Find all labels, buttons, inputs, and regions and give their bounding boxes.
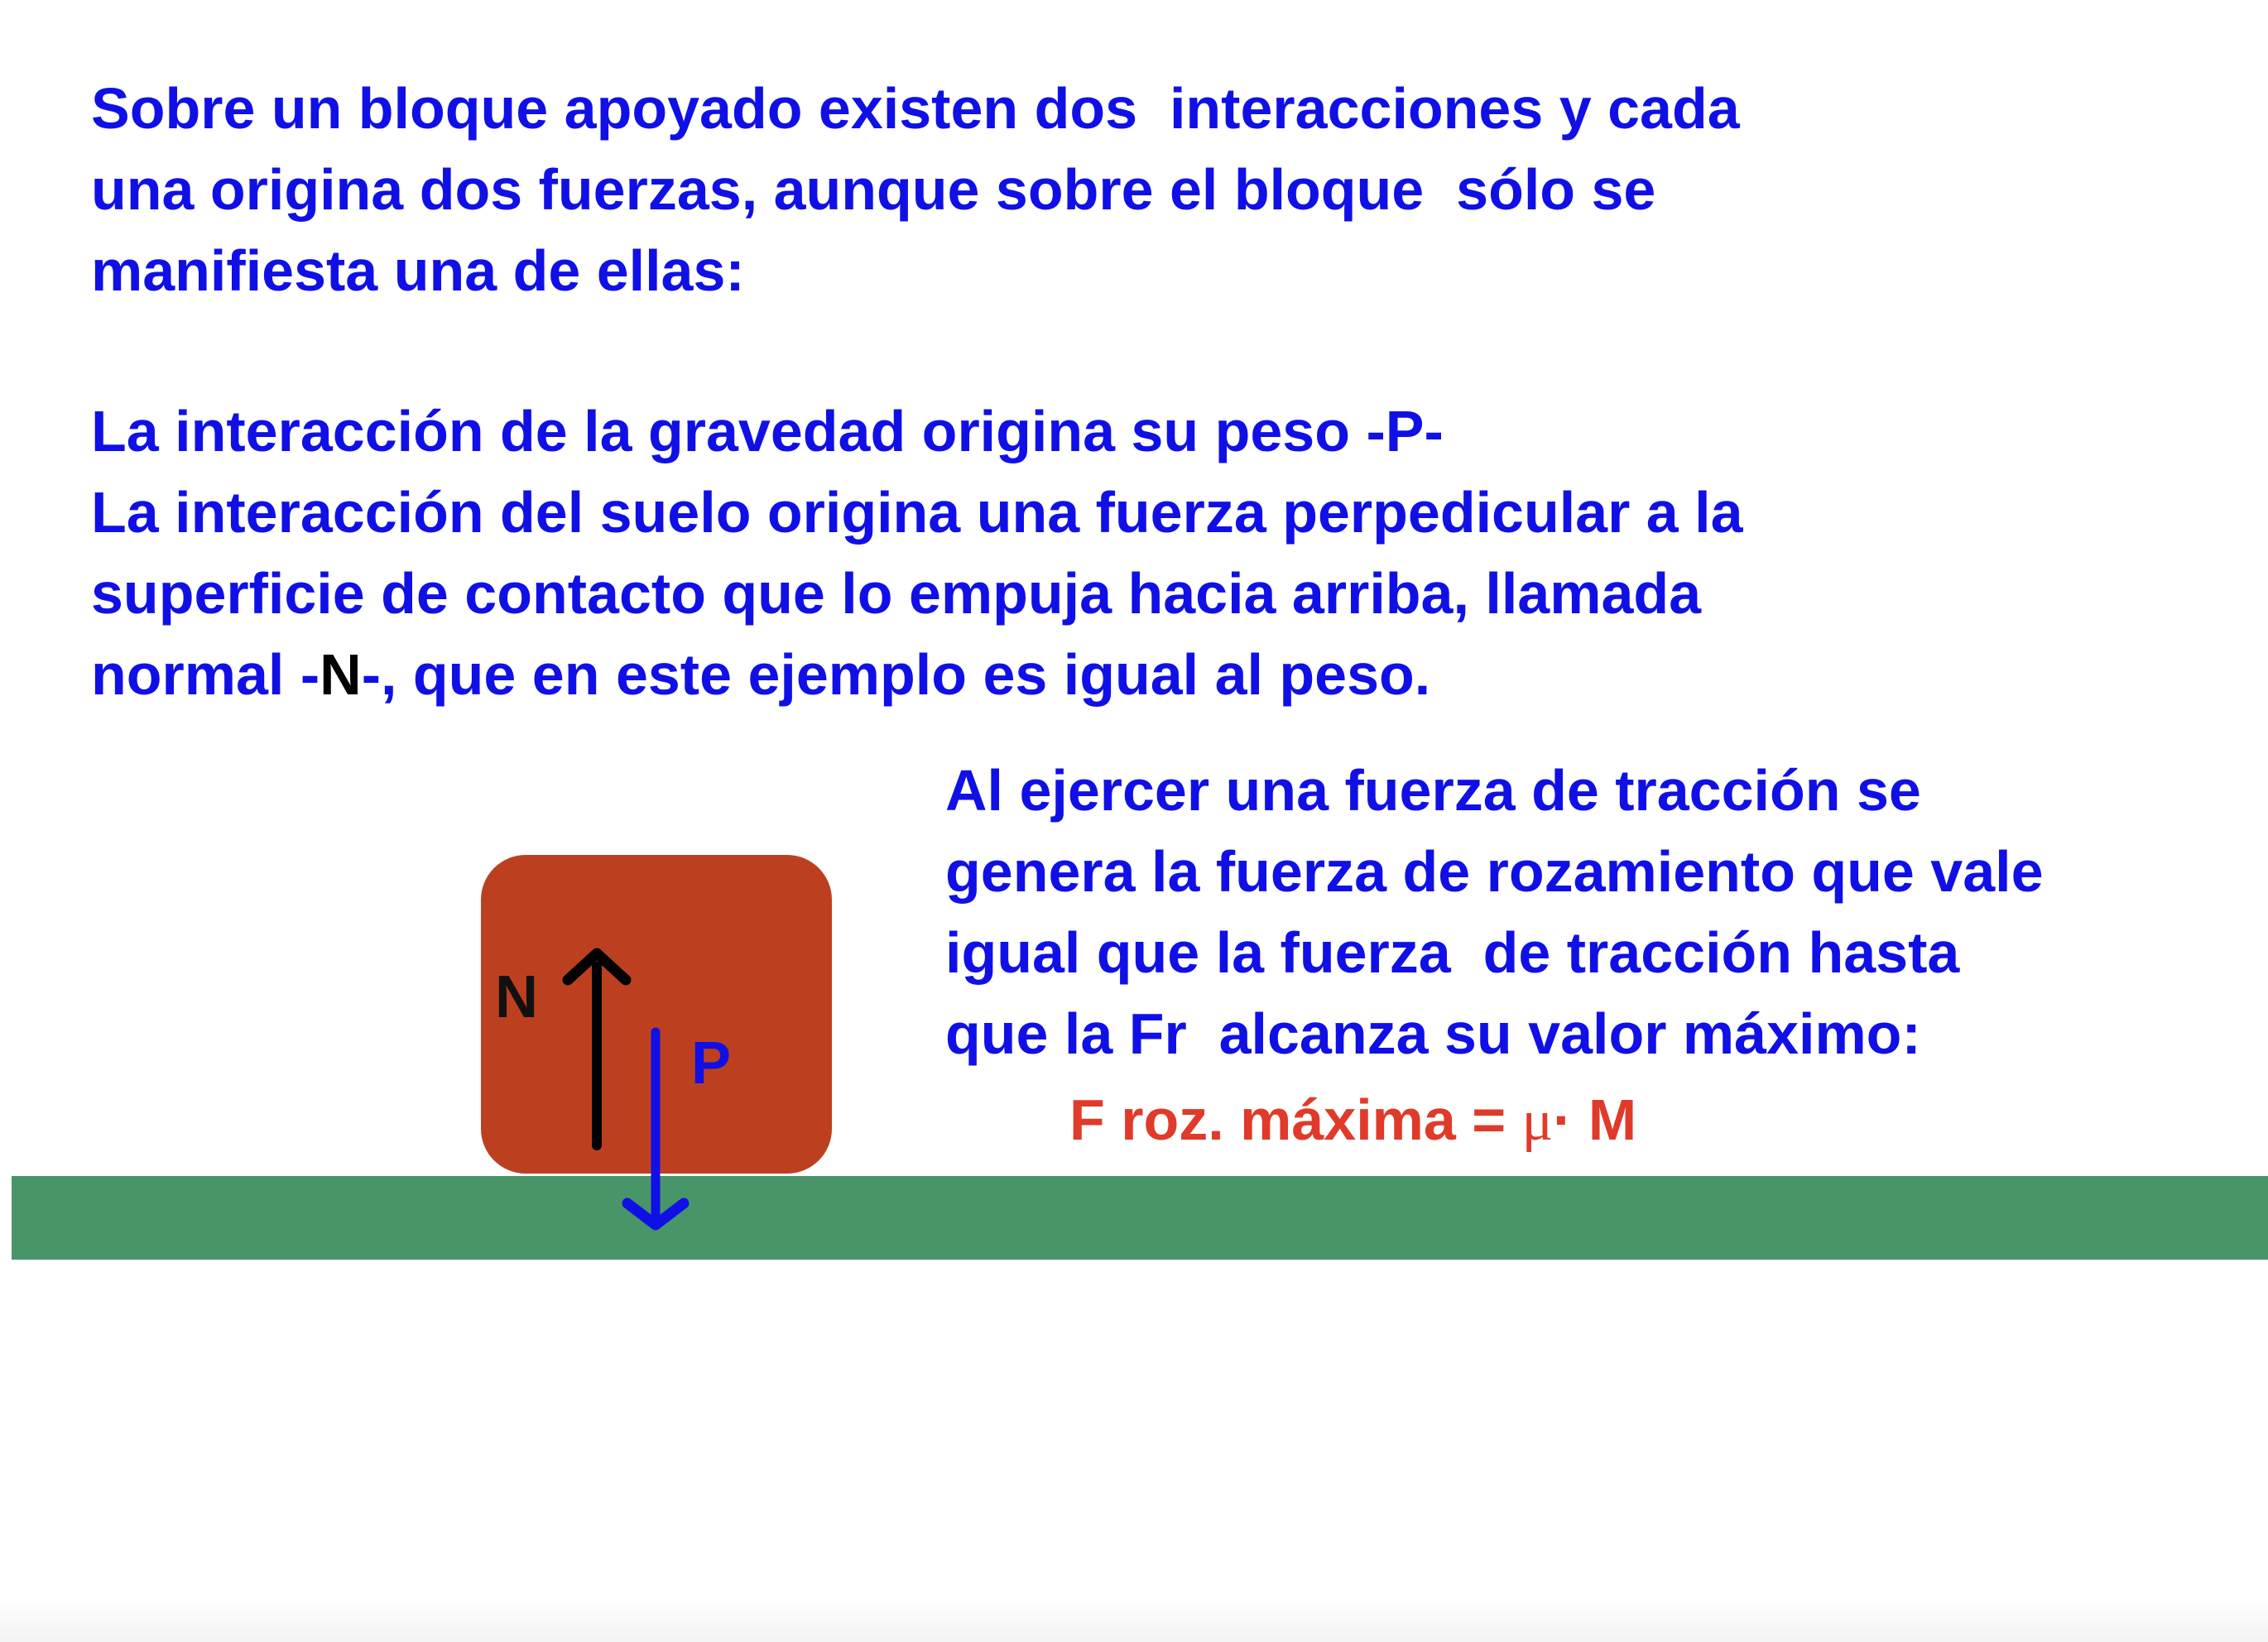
traction-text-line-2: genera la fuerza de rozamiento que vale (945, 839, 2044, 904)
normal-text-suffix: -, que en este ejemplo es igual al peso. (361, 642, 1431, 707)
intro-text-line-2: una origina dos fuerzas, aunque sobre el bloque sólo se (91, 157, 1656, 222)
normal-text-line-1: La interacción del suelo origina una fuerza perpedicular a la (91, 480, 1743, 545)
normal-text-prefix: normal - (91, 642, 320, 707)
formula-prefix: F roz. máxima = (1069, 1087, 1522, 1152)
gravity-text: La interacción de la gravedad origina su peso -P- (91, 399, 1444, 463)
traction-text-line-4: que la Fr alcanza su valor máximo: (945, 1001, 1921, 1066)
mu-symbol: μ (1521, 1089, 1554, 1153)
normal-force-symbol: N (320, 642, 362, 707)
bottom-edge-shadow (0, 1597, 2268, 1642)
normal-text-line-2: superficie de contacto que lo empuja hacia arriba, llamada (91, 561, 1702, 626)
traction-text-line-3: igual que la fuerza de tracción hasta (945, 920, 1960, 985)
formula-suffix: · M (1553, 1087, 1637, 1152)
intro-text-line-3: manifiesta una de ellas: (91, 238, 745, 303)
traction-text-line-1: Al ejercer una fuerza de tracción se (945, 758, 1921, 823)
weight-force-label: P (691, 1030, 732, 1097)
max-friction-formula (1069, 1079, 1636, 1162)
normal-text-line-3 (91, 634, 1430, 715)
normal-force-label: N (495, 964, 538, 1030)
ground-surface (12, 1176, 2268, 1260)
intro-text-line-1: Sobre un bloque apoyado existen dos interacciones y cada (91, 76, 1740, 141)
